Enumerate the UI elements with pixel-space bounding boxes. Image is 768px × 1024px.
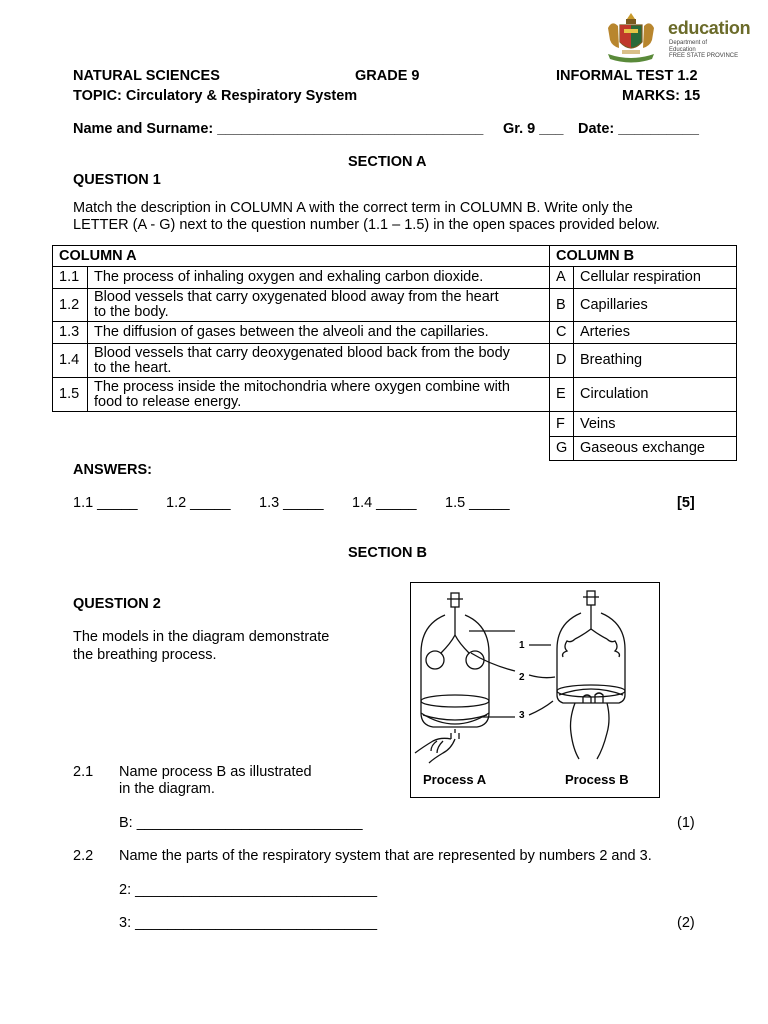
name-surname-field[interactable]: Name and Surname: _________________________________	[73, 121, 484, 137]
bell-jar-diagram	[410, 582, 660, 798]
answer-2-2-number-3-field[interactable]: 3: ______________________________	[119, 915, 378, 931]
term-name: Gaseous exchange	[574, 437, 737, 461]
table-row	[550, 344, 737, 378]
term-letter: B	[550, 289, 574, 322]
item-number: 1.1	[53, 267, 88, 289]
question-1-instructions: LETTER (A - G) next to the question number (1.1 – 1.5) in the open spaces provided below.	[73, 217, 660, 233]
subject-heading: NATURAL SCIENCES	[73, 68, 220, 84]
item-description	[88, 322, 550, 344]
term-name: Breathing	[574, 344, 737, 378]
term-name: Arteries	[574, 322, 737, 344]
answer-2-2-number-2-field[interactable]: 2: ______________________________	[119, 882, 378, 898]
question-2-intro: the breathing process.	[73, 647, 217, 663]
logo-sub-line: Education	[669, 46, 696, 53]
table-row	[53, 378, 550, 412]
term-letter: A	[550, 267, 574, 289]
answer-1-1-field[interactable]: 1.1 _____	[73, 495, 138, 511]
process-a-caption: Process A	[423, 772, 487, 787]
question-2-1-number: 2.1	[73, 764, 94, 780]
term-name: Capillaries	[574, 289, 737, 322]
column-a-table	[52, 245, 550, 412]
question-2-1-text: Name process B as illustrated	[119, 764, 312, 780]
answers-label: ANSWERS:	[73, 462, 152, 478]
item-description	[88, 289, 550, 322]
diagram-label-1: 1	[519, 640, 525, 651]
item-description	[88, 378, 550, 412]
term-letter: F	[550, 412, 574, 437]
table-row	[53, 344, 550, 378]
term-name: Veins	[574, 412, 737, 437]
description-line: Blood vessels that carry deoxygenated blood back from the body	[94, 344, 510, 361]
description-line: The process inside the mitochondria where oxygen combine with	[94, 378, 510, 395]
date-field[interactable]: Date: __________	[578, 121, 699, 137]
logo-text: education	[668, 18, 751, 38]
column-b-table	[549, 245, 737, 461]
item-number: 1.4	[53, 344, 88, 378]
answer-1-5-field[interactable]: 1.5 _____	[445, 495, 510, 511]
item-description	[88, 344, 550, 378]
diagram-label-2: 2	[519, 672, 525, 683]
column-b-header: COLUMN B	[550, 246, 737, 267]
logo-subtitle	[669, 40, 759, 60]
item-number: 1.5	[53, 378, 88, 412]
item-number: 1.2	[53, 289, 88, 322]
term-name: Circulation	[574, 378, 737, 412]
item-description	[88, 267, 550, 289]
answer-1-4-field[interactable]: 1.4 _____	[352, 495, 417, 511]
description-line: to the heart.	[94, 359, 172, 376]
test-heading: INFORMAL TEST 1.2	[556, 68, 698, 84]
table-row	[53, 289, 550, 322]
grade-field[interactable]: Gr. 9 ___	[503, 121, 564, 137]
term-letter: E	[550, 378, 574, 412]
term-letter: D	[550, 344, 574, 378]
table-row	[53, 267, 550, 289]
item-number: 1.3	[53, 322, 88, 344]
term-letter: G	[550, 437, 574, 461]
coat-of-arms-icon	[602, 10, 660, 66]
question-1-instructions: Match the description in COLUMN A with the correct term in COLUMN B. Write only the	[73, 200, 633, 216]
question-2-1-marks: (1)	[677, 815, 695, 831]
grade-heading: GRADE 9	[355, 68, 420, 84]
process-b-caption: Process B	[565, 772, 629, 787]
question-2-1-text: in the diagram.	[119, 781, 215, 797]
section-a-total-marks: [5]	[677, 495, 695, 511]
answer-2-1-field[interactable]: B: ____________________________	[119, 815, 363, 831]
topic-heading: TOPIC: Circulatory & Respiratory System	[73, 88, 358, 104]
section-a-title: SECTION A	[348, 154, 427, 170]
logo-sub-line: Department of	[669, 40, 708, 46]
description-line: food to release energy.	[94, 393, 242, 410]
question-2-2-number: 2.2	[73, 848, 94, 864]
column-a-header: COLUMN A	[53, 246, 550, 267]
answer-1-2-field[interactable]: 1.2 _____	[166, 495, 231, 511]
section-b-title: SECTION B	[348, 545, 427, 561]
description-line: The process of inhaling oxygen and exhaling carbon dioxide.	[94, 269, 484, 285]
answer-1-3-field[interactable]: 1.3 _____	[259, 495, 324, 511]
table-row	[550, 267, 737, 289]
marks-heading: MARKS: 15	[622, 88, 701, 104]
logo-sub-line: FREE STATE PROVINCE	[669, 53, 739, 59]
education-logo	[602, 10, 752, 66]
diagram-label-3: 3	[519, 710, 525, 721]
question-2-title: QUESTION 2	[73, 596, 161, 612]
bell-jar-models-illustration	[411, 583, 659, 797]
term-name: Cellular respiration	[574, 267, 737, 289]
description-line: to the body.	[94, 304, 169, 320]
table-row	[550, 378, 737, 412]
description-line: Blood vessels that carry oxygenated blood away from the heart	[94, 289, 499, 305]
description-line: The diffusion of gases between the alveoli and the capillaries.	[94, 324, 489, 340]
question-2-2-marks: (2)	[677, 915, 695, 931]
table-row	[550, 412, 737, 437]
table-row	[53, 322, 550, 344]
question-2-2-text: Name the parts of the respiratory system that are represented by numbers 2 and 3.	[119, 848, 652, 864]
table-row	[550, 322, 737, 344]
question-2-intro: The models in the diagram demonstrate	[73, 629, 330, 645]
table-row	[550, 437, 737, 461]
table-row	[550, 289, 737, 322]
term-letter: C	[550, 322, 574, 344]
question-1-title: QUESTION 1	[73, 172, 161, 188]
